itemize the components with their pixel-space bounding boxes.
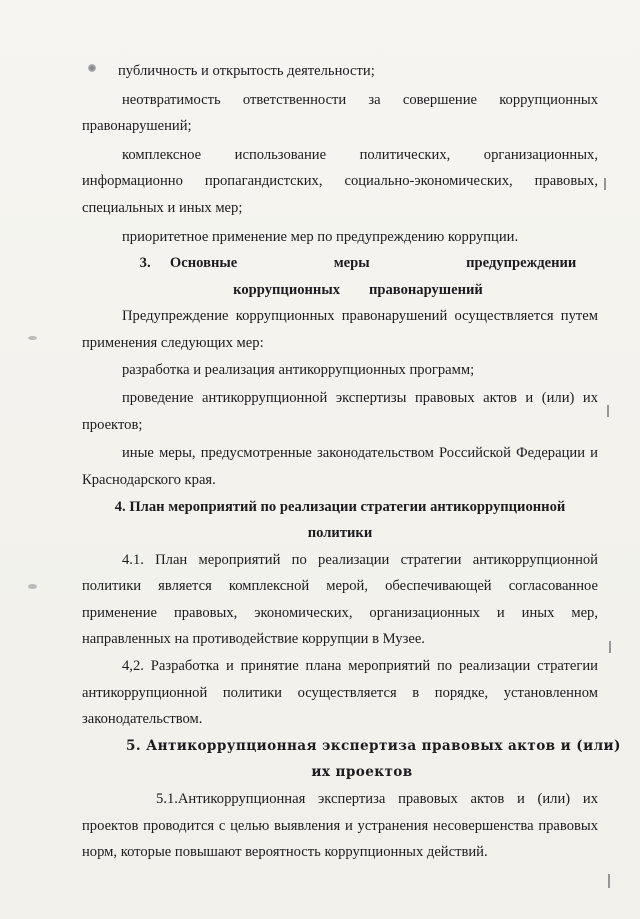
paragraph-4-1: 4.1. План мероприятий по реализации стратегии антикоррупционной политики является комплексной мерой, обеспечивающей согласованное применение правовых, экономических, организационных и иных мер, направленных на противодействие коррупции в Музее. <box>82 551 598 648</box>
document-body <box>82 58 621 866</box>
paragraph-5-1: 5.1.Антикоррупционная экспертиза правовых актов и (или) их проектов проводится с целью выявления и устранения несовершенства правовых норм, которые повышают вероятность коррупционных действий. <box>82 791 598 861</box>
list-item: иные меры, предусмотренные законодательством Российской Федерации и Краснодарского края. <box>82 445 598 488</box>
list-item: приоритетное применение мер по предупреждению коррупции. <box>122 228 519 245</box>
section-3-intro: Предупреждение коррупционных правонарушений осуществляется путем применения следующих мер: <box>82 308 598 351</box>
section-5-heading-line2: их проектов <box>311 764 413 781</box>
margin-mark <box>608 874 610 888</box>
paragraph-4-2: 4,2. Разработка и принятие плана мероприятий по реализации стратегии антикоррупционной политики осуществляется в порядке, установленном законодательством. <box>82 658 598 728</box>
list-item: проведение антикоррупционной экспертизы правовых актов и (или) их проектов; <box>82 390 598 433</box>
scan-speck <box>28 336 37 340</box>
list-item: разработка и реализация антикоррупционных программ; <box>122 361 475 378</box>
list-item: неотвратимость ответственности за совершение коррупционных правонарушений; <box>82 91 598 135</box>
margin-mark <box>607 405 609 417</box>
section-4-heading <box>82 494 598 547</box>
section-4-heading-line2: политики <box>307 525 373 542</box>
section-3-heading-line2: коррупционных правонарушений <box>233 281 483 298</box>
scan-speck <box>28 584 37 589</box>
section-3-heading <box>82 250 598 303</box>
margin-mark <box>604 178 606 190</box>
section-4-heading-line1: 4. План мероприятий по реализации стратегии антикоррупционной <box>114 498 566 515</box>
section-3-heading-line1: 3. Основные меры предупреждении <box>139 255 577 272</box>
margin-mark <box>609 641 611 653</box>
section-5-heading <box>82 733 621 786</box>
list-item: комплексное использование политических, организационных, информационно пропагандистских, социально-экономических, правовых, специальных и иных мер; <box>82 146 598 216</box>
list-item: публичность и открытость деятельности; <box>118 63 375 79</box>
section-5-heading-line1: 5. Антикоррупционная экспертиза правовых актов и (или) <box>126 737 621 754</box>
